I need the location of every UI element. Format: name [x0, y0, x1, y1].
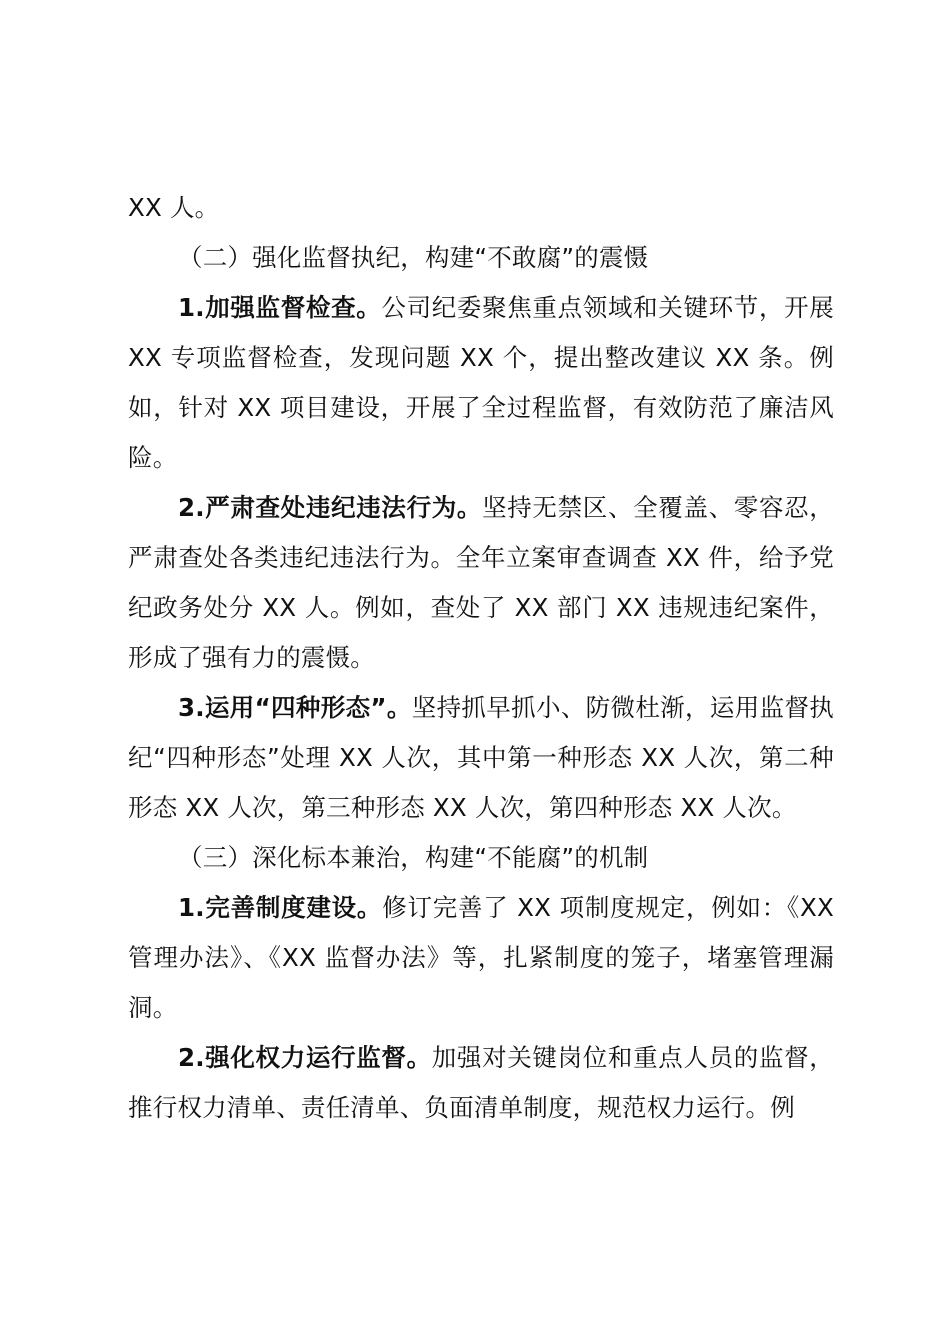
paragraph-text: 修订完善了 XX 项制度规定，例如：《XX 管理办法》、《XX 监督办法》等，扎紧制度的笼子，堵塞管理漏洞。	[128, 893, 834, 1022]
heading-text: （二）强化监督执纪，构建“不敢腐”的震慑	[178, 243, 649, 272]
paragraph-text: 坚持无禁区、全覆盖、零容忍，严肃查处各类违纪违法行为。全年立案审查调查 XX 件，给予党纪政务处分 XX 人。例如，查处了 XX 部门 XX 违规违纪案件，形成了强有力的震慑。	[128, 493, 834, 672]
document-body	[128, 183, 834, 1133]
paragraph-system-building	[128, 883, 834, 1033]
paragraph-lead: 2.强化权力运行监督。	[178, 1043, 432, 1072]
paragraph-investigation	[128, 483, 834, 683]
paragraph-power-supervision	[128, 1033, 834, 1133]
paragraph-text: 坚持抓早抓小、防微杜渐，运用监督执纪“四种形态”处理 XX 人次，其中第一种形态 XX 人次，第二种形态 XX 人次，第三种形态 XX 人次，第四种形态 XX 人次。	[128, 693, 834, 822]
paragraph-four-forms	[128, 683, 834, 833]
paragraph-text: XX 人。	[128, 193, 220, 222]
paragraph-lead: 1.完善制度建设。	[178, 893, 383, 922]
section-heading-3	[128, 833, 834, 883]
paragraph-text: 加强对关键岗位和重点人员的监督，推行权力清单、责任清单、负面清单制度，规范权力运行。例	[128, 1043, 834, 1122]
paragraph-lead: 3.运用“四种形态”。	[178, 693, 412, 722]
paragraph-continuation	[128, 183, 834, 233]
paragraph-text: 公司纪委聚焦重点领域和关键环节，开展 XX 专项监督检查，发现问题 XX 个，提出整改建议 XX 条。例如，针对 XX 项目建设，开展了全过程监督，有效防范了廉洁风险。	[128, 293, 834, 472]
heading-text: （三）深化标本兼治，构建“不能腐”的机制	[178, 843, 649, 872]
paragraph-lead: 2.严肃查处违纪违法行为。	[178, 493, 483, 522]
paragraph-lead: 1.加强监督检查。	[178, 293, 382, 322]
section-heading-2	[128, 233, 834, 283]
paragraph-supervision-inspection	[128, 283, 834, 483]
